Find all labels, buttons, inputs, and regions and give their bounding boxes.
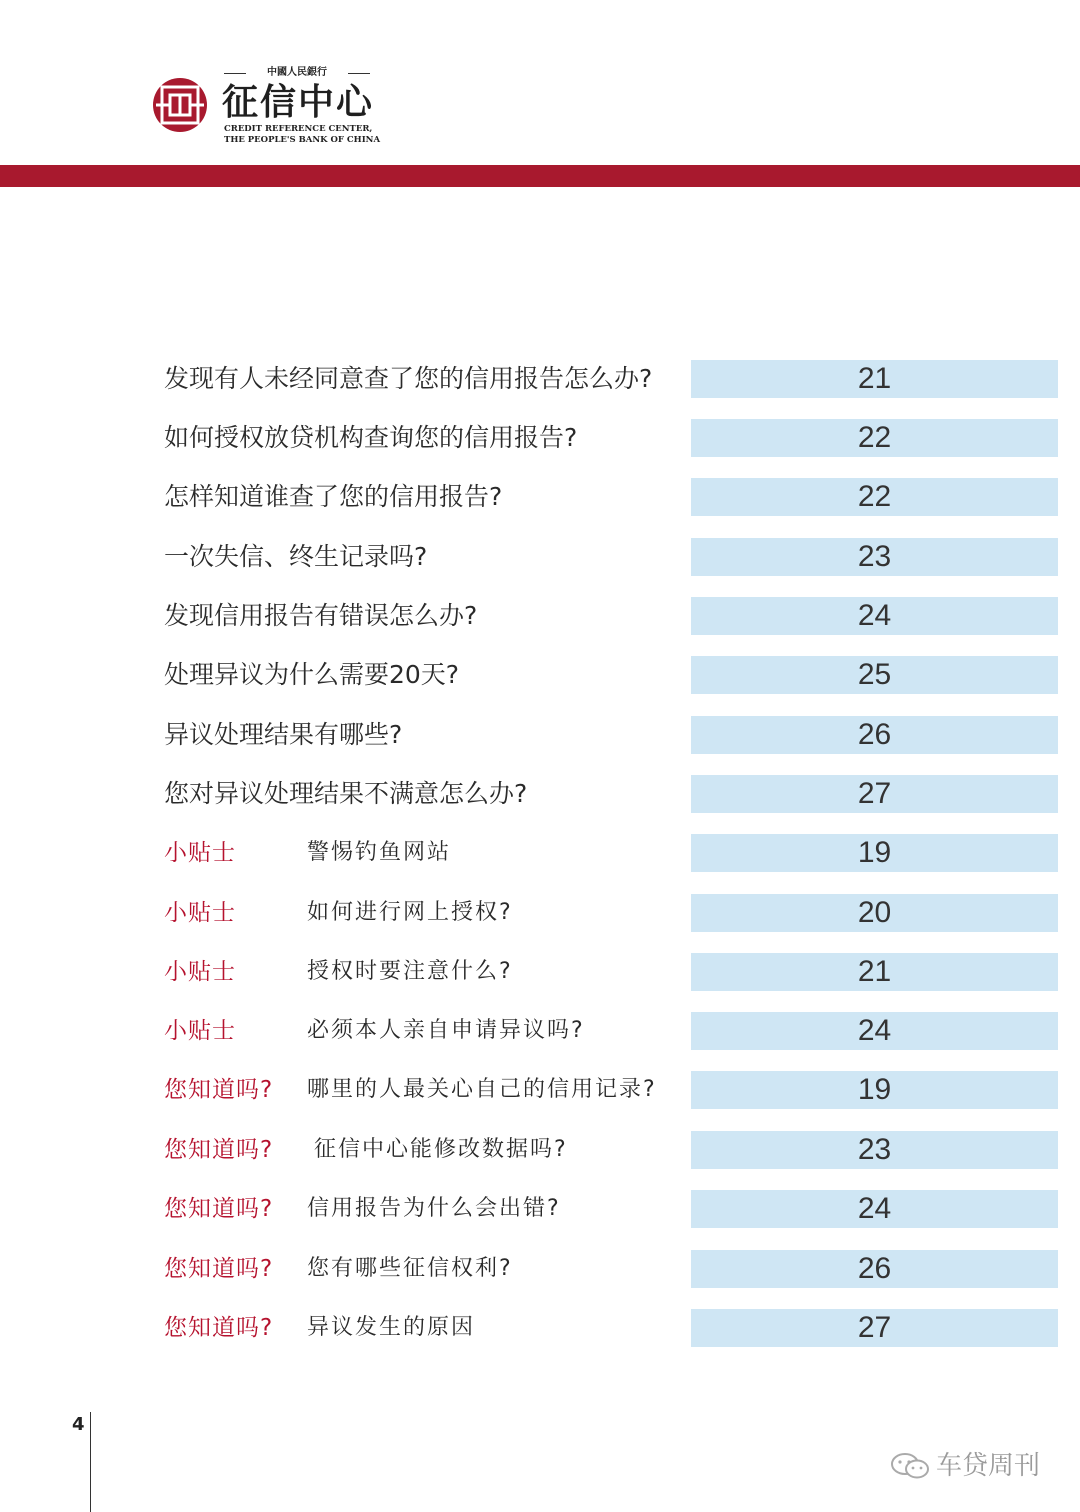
toc-page-number: 21 [691, 360, 1058, 398]
toc-row[interactable] [0, 538, 1080, 576]
toc-tip-title: 信用报告为什么会出错? [307, 1196, 561, 1221]
toc-tip-tag: 小贴士 [164, 840, 236, 866]
toc-page-number: 26 [691, 716, 1058, 754]
toc-tip-title: 您有哪些征信权利? [307, 1256, 513, 1281]
toc-page-number: 23 [691, 1131, 1058, 1169]
toc-tip-row[interactable] [0, 1071, 1080, 1109]
toc-page-number: 22 [691, 419, 1058, 457]
toc-page-number: 27 [691, 775, 1058, 813]
toc-entry-title: 发现信用报告有错误怎么办? [164, 601, 478, 630]
toc-page-number: 25 [691, 656, 1058, 694]
toc-page-number: 19 [691, 1071, 1058, 1109]
toc-row[interactable] [0, 656, 1080, 694]
toc-row[interactable] [0, 478, 1080, 516]
toc-tip-tag: 您知道吗? [164, 1077, 274, 1103]
toc-tip-tag: 您知道吗? [164, 1137, 274, 1163]
toc-page-number: 19 [691, 834, 1058, 872]
toc-tip-title: 授权时要注意什么? [307, 959, 513, 984]
org-name-top-text: 中國人民銀行 [267, 67, 327, 78]
header-logo [152, 66, 392, 150]
toc-entry-title: 发现有人未经同意查了您的信用报告怎么办? [164, 364, 653, 393]
toc-tip-title: 必须本人亲自申请异议吗? [307, 1018, 585, 1043]
toc-tip-tag: 小贴士 [164, 900, 236, 926]
toc-row[interactable] [0, 360, 1080, 398]
toc-tip-title: 警惕钓鱼网站 [307, 840, 452, 865]
toc-tip-row[interactable] [0, 1250, 1080, 1288]
credit-center-emblem-icon [152, 77, 208, 133]
org-name-top [224, 66, 370, 80]
toc-row[interactable] [0, 775, 1080, 813]
toc-page-number: 24 [691, 597, 1058, 635]
toc-page-number: 21 [691, 953, 1058, 991]
toc-tip-title: 征信中心能修改数据吗? [314, 1137, 568, 1162]
wechat-icon [890, 1452, 930, 1480]
footer-rule [90, 1412, 91, 1512]
toc-page-number: 27 [691, 1309, 1058, 1347]
logo-english-name [224, 124, 380, 146]
watermark-text: 车贷周刊 [936, 1451, 1041, 1481]
toc-tip-row[interactable] [0, 1190, 1080, 1228]
toc-page-number: 20 [691, 894, 1058, 932]
toc-tip-tag: 您知道吗? [164, 1256, 274, 1282]
toc-tip-row[interactable] [0, 894, 1080, 932]
toc-page-number: 22 [691, 478, 1058, 516]
toc-entry-title: 怎样知道谁查了您的信用报告? [164, 482, 503, 511]
toc-page-number: 24 [691, 1012, 1058, 1050]
toc-entry-title: 处理异议为什么需要20天? [164, 660, 460, 689]
toc-tip-row[interactable] [0, 1131, 1080, 1169]
toc-tip-row[interactable] [0, 1012, 1080, 1050]
toc-row[interactable] [0, 716, 1080, 754]
toc-tip-row[interactable] [0, 834, 1080, 872]
toc-entry-title: 您对异议处理结果不满意怎么办? [164, 779, 528, 808]
toc-tip-title: 哪里的人最关心自己的信用记录? [307, 1077, 657, 1102]
toc-tip-title: 异议发生的原因 [307, 1315, 476, 1340]
toc-entry-title: 如何授权放贷机构查询您的信用报告? [164, 423, 578, 452]
toc-entry-title: 一次失信、终生记录吗? [164, 542, 428, 571]
toc-page-number: 24 [691, 1190, 1058, 1228]
toc-tip-row[interactable] [0, 1309, 1080, 1347]
page-number: 4 [72, 1414, 85, 1435]
logo-title: 征信中心 [222, 81, 375, 123]
toc-tip-tag: 您知道吗? [164, 1315, 274, 1341]
header-band [0, 165, 1080, 187]
toc-row[interactable] [0, 419, 1080, 457]
toc-page-number: 23 [691, 538, 1058, 576]
toc-tip-title: 如何进行网上授权? [307, 900, 513, 925]
toc-page-number: 26 [691, 1250, 1058, 1288]
toc-tip-row[interactable] [0, 953, 1080, 991]
logo-english-line-2: THE PEOPLE'S BANK OF CHINA [224, 135, 381, 145]
toc-entry-title: 异议处理结果有哪些? [164, 720, 403, 749]
toc-tip-tag: 您知道吗? [164, 1196, 274, 1222]
toc-tip-tag: 小贴士 [164, 959, 236, 985]
toc-row[interactable] [0, 597, 1080, 635]
logo-english-line-1: CREDIT REFERENCE CENTER, [224, 124, 373, 134]
toc-tip-tag: 小贴士 [164, 1018, 236, 1044]
